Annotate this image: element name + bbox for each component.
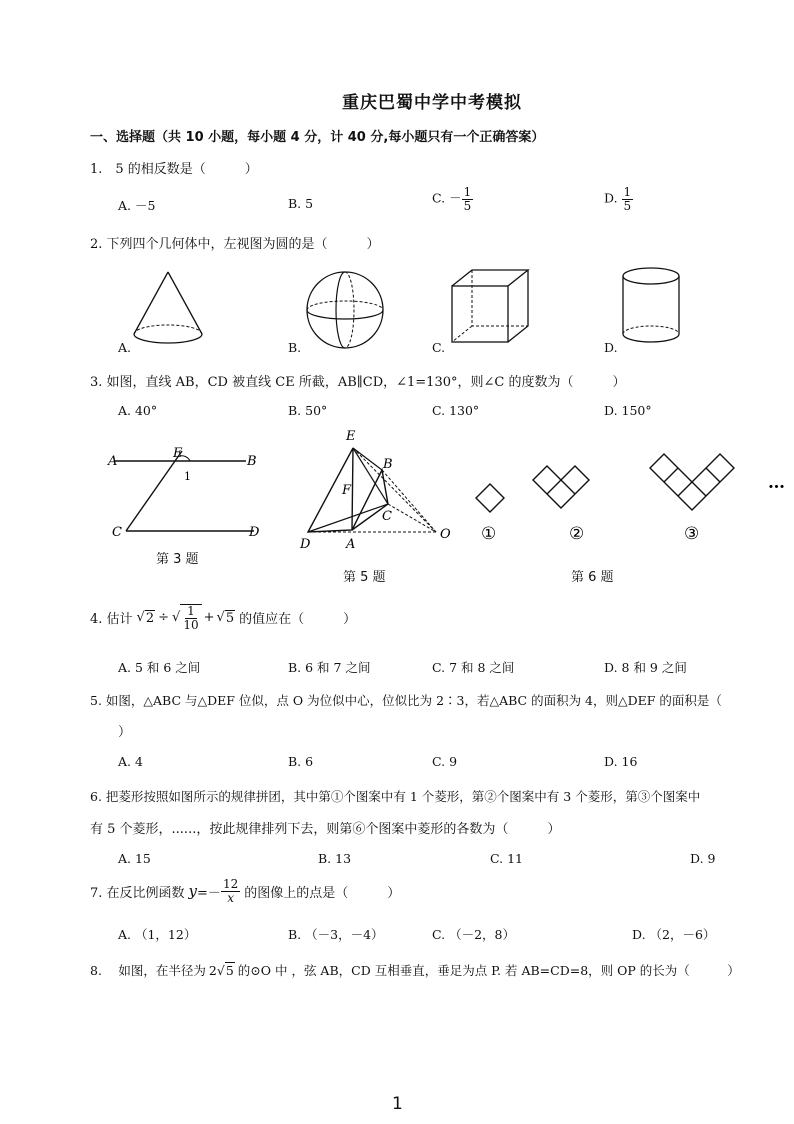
question-3: 3. 如图，直线 AB，CD 被直线 CE 所截，AB∥CD，∠1=130°，则∠C 的度数为（ ） xyxy=(90,375,626,390)
sphere-figure xyxy=(302,268,388,352)
question-4: 4. 估计 √ 2 ÷ √ $\frac{1}{10}$ + √ 5 的值应在（ ） xyxy=(90,604,357,632)
fig3-label-b: B xyxy=(247,454,257,469)
fig5-label-f: F xyxy=(342,483,352,498)
q6-option-d: D. 9 xyxy=(690,851,716,866)
figure-5 xyxy=(296,426,458,554)
q6-option-c: C. 11 xyxy=(490,851,523,866)
cylinder-figure xyxy=(618,264,684,350)
q3-option-c: C. 130° xyxy=(432,403,480,418)
fig6-ellipsis: … xyxy=(768,473,785,493)
q5-option-d: D. 16 xyxy=(604,754,638,769)
fig5-label-d: D xyxy=(300,537,311,552)
cube-figure xyxy=(448,266,534,350)
q1-d-fraction: $\frac{1}{5}$ xyxy=(623,185,632,213)
q6-option-b: B. 13 xyxy=(318,851,352,866)
q1-c-fraction: $\frac{1}{5}$ xyxy=(463,185,472,213)
q6-option-a: A. 15 xyxy=(118,851,151,866)
fig6-label-2: ② xyxy=(569,524,585,544)
fig6-label-3: ③ xyxy=(684,524,700,544)
question-5: 5. 如图，△ABC 与△DEF 位似，点 O 为位似中心，位似比为 2∶3，若△ABC 的面积为 4，则△DEF 的面积是（ xyxy=(90,693,722,708)
figure-6 xyxy=(468,446,794,546)
cone-figure xyxy=(128,268,208,350)
question-8: 8. 如图，在半径为 2 √ 5 的⊙O 中 ，弦 AB，CD 互相垂直，垂足为点 P. 若 AB=CD=8，则 OP 的长为（ ） xyxy=(90,962,740,978)
fig5-label-e: E xyxy=(346,429,356,444)
q4-fraction: $\frac{1}{10}$ xyxy=(183,604,199,632)
q5-option-b: B. 6 xyxy=(288,754,314,769)
q7-option-a: A. （1，12） xyxy=(118,927,197,942)
q7-option-d: D. （2，－6） xyxy=(632,927,716,942)
q7-option-c: C. （－2，8） xyxy=(432,927,515,942)
q1-option-a: A. －5 xyxy=(118,198,156,213)
fig6-caption: 第 6 题 xyxy=(571,570,614,585)
q5-option-a: A. 4 xyxy=(118,754,143,769)
question-6-cont: 有 5 个菱形，......，按此规律排列下去，则第⑥个图案中菱形的各数为（ ） xyxy=(90,822,561,837)
question-2: 2. 下列四个几何体中，左视图为圆的是（ ） xyxy=(90,237,380,252)
q2-option-d: D. xyxy=(604,340,618,355)
q7-fraction: $\frac{12}{x}$ xyxy=(222,877,239,905)
q4-option-a: A. 5 和 6 之间 xyxy=(118,660,201,675)
q1-option-d: D. $\frac{1}{5}$ xyxy=(604,185,632,213)
q5-option-c: C. 9 xyxy=(432,754,458,769)
figure-3 xyxy=(104,442,276,552)
q3-option-a: A. 40° xyxy=(118,403,158,418)
fig3-label-e: E xyxy=(173,446,183,461)
q7-option-b: B. （－3，－4） xyxy=(288,927,384,942)
q1-option-b: B. 5 xyxy=(288,196,314,211)
fig5-label-o: O xyxy=(440,527,451,542)
question-6: 6. 把菱形按照如图所示的规律拼团，其中第①个图案中有 1 个菱形，第②个图案中有 3 个菱形，第③个图案中 xyxy=(90,789,701,804)
page-title: 重庆巴蜀中学中考模拟 xyxy=(342,93,522,113)
q3-option-d: D. 150° xyxy=(604,403,652,418)
fig5-caption: 第 5 题 xyxy=(343,570,386,585)
q2-option-a: A. xyxy=(118,340,132,355)
fig3-label-a: A xyxy=(108,454,118,469)
page-number: 1 xyxy=(392,1094,403,1114)
fig6-label-1: ① xyxy=(481,524,497,544)
q4-option-c: C. 7 和 8 之间 xyxy=(432,660,515,675)
q4-option-d: D. 8 和 9 之间 xyxy=(604,660,687,675)
fig3-caption: 第 3 题 xyxy=(156,552,199,567)
question-1: 1. 5 的相反数是（ ） xyxy=(90,162,258,177)
question-7: 7. 在反比例函数 y =－ $\frac{12}{x}$ 的图像上的点是（ ） xyxy=(90,877,401,905)
fig3-label-d: D xyxy=(249,525,260,540)
fig5-label-c: C xyxy=(382,509,392,524)
q1-option-c: C. － $\frac{1}{5}$ xyxy=(432,185,472,213)
fig3-label-c: C xyxy=(112,525,122,540)
q4-option-b: B. 6 和 7 之间 xyxy=(288,660,371,675)
q2-option-c: C. xyxy=(432,340,446,355)
fig5-label-a: A xyxy=(346,537,356,552)
fig3-label-angle1: 1 xyxy=(184,470,191,483)
question-5-cont: ） xyxy=(118,725,132,740)
q2-option-b: B. xyxy=(288,340,302,355)
q3-option-b: B. 50° xyxy=(288,403,328,418)
fig5-label-b: B xyxy=(383,457,393,472)
section-heading: 一、选择题（共 10 小题，每小题 4 分，计 40 分,每小题只有一个正确答案） xyxy=(90,130,545,145)
